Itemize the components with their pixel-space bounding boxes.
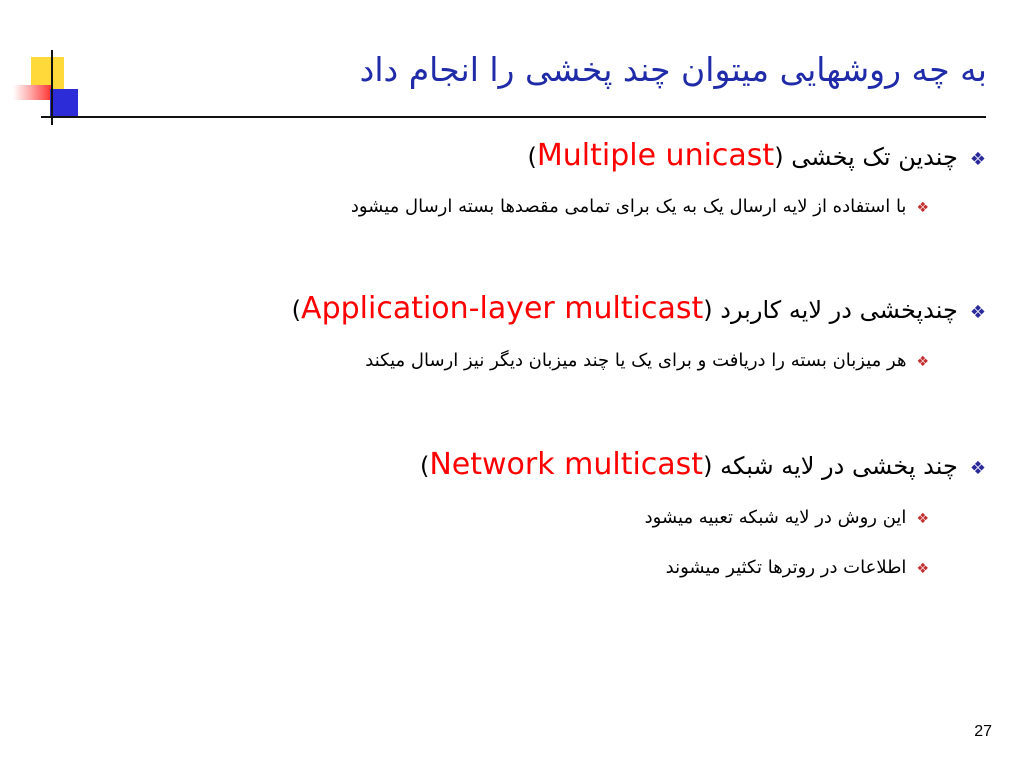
page-number: 27 <box>974 723 992 740</box>
slide-title: به چه روشهایی میتوان چند پخشی را انجام داد <box>359 50 987 89</box>
logo-blue-square <box>50 89 78 117</box>
subbullet-application-desc <box>365 350 929 371</box>
diamond-subbullet-icon: ❖ <box>916 511 929 527</box>
diamond-bullet-icon: ❖ <box>969 458 986 479</box>
english-term: Network multicast <box>429 447 704 482</box>
logo-red-bar <box>13 85 53 100</box>
bullet-text-fa: چند پخشی در لایه شبکه <box>720 452 958 480</box>
bullet-network-multicast <box>420 447 986 482</box>
open-paren: ( <box>774 143 784 171</box>
english-term: Application-layer multicast <box>301 291 704 326</box>
diamond-subbullet-icon: ❖ <box>916 561 929 577</box>
bullet-application-layer-multicast <box>292 291 986 326</box>
open-paren: ( <box>703 452 713 480</box>
close-paren: ) <box>291 296 302 324</box>
bullet-text-fa: چندپخشی در لایه کاربرد <box>720 296 958 324</box>
close-paren: ) <box>527 143 537 171</box>
bullet-text-fa: چندین تک پخشی <box>791 143 958 171</box>
diamond-bullet-icon: ❖ <box>969 149 986 170</box>
subbullet-text: این روش در لایه شبکه تعبیه میشود <box>644 507 907 528</box>
subbullet-text: با استفاده از لایه ارسال یک به یک برای تمامی مقصدها بسته ارسال میشود <box>350 196 907 217</box>
subbullet-unicast-desc <box>351 196 929 217</box>
subbullet-text: هر میزبان بسته را دریافت و برای یک یا چند میزبان دیگر نیز ارسال میکند <box>365 350 907 371</box>
subbullet-network-desc-2 <box>666 557 929 578</box>
open-paren: ( <box>703 296 713 324</box>
diamond-bullet-icon: ❖ <box>969 302 986 323</box>
title-underline-rule <box>41 116 986 118</box>
english-term: Multiple unicast <box>536 138 775 173</box>
diamond-subbullet-icon: ❖ <box>916 354 929 370</box>
subbullet-text: اطلاعات در روترها تکثیر میشوند <box>665 557 907 578</box>
bullet-multiple-unicast <box>527 138 986 173</box>
subbullet-network-desc-1 <box>645 507 929 528</box>
close-paren: ) <box>419 452 430 480</box>
title-vertical-rule <box>51 50 53 125</box>
diamond-subbullet-icon: ❖ <box>916 200 929 216</box>
